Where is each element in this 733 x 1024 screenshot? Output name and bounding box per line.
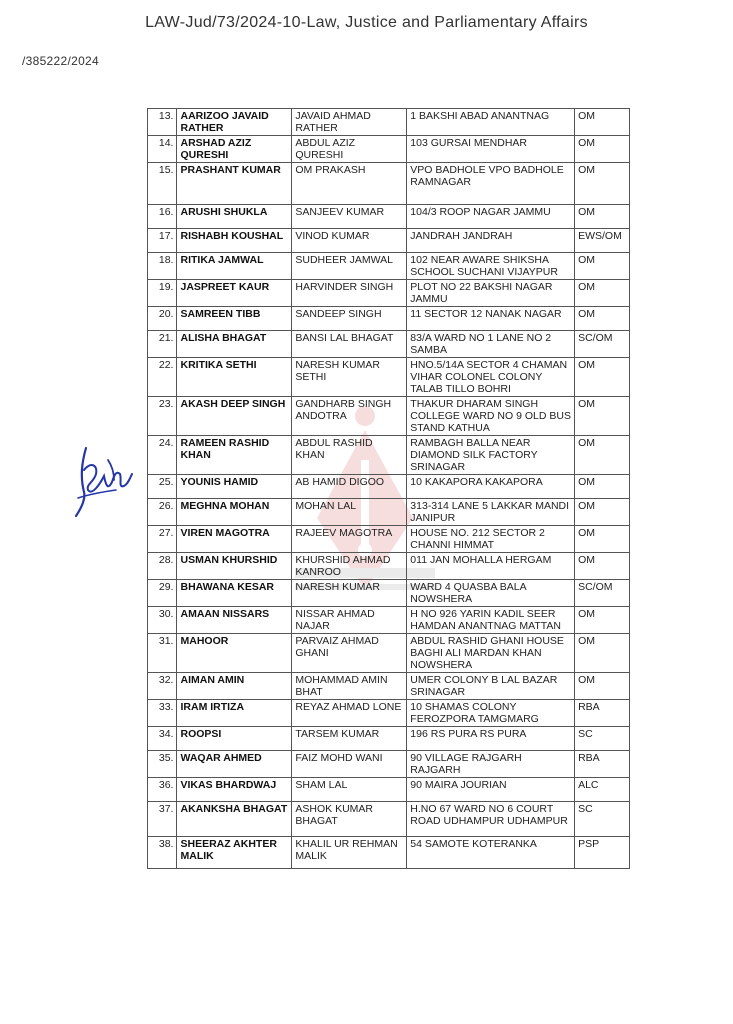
father-name-cell: REYAZ AHMAD LONE: [292, 700, 407, 727]
category-cell: ALC: [575, 778, 630, 802]
table-row: [148, 475, 630, 499]
serial-number-cell: 16.: [148, 205, 177, 229]
category-cell: OM: [575, 163, 630, 205]
serial-number-cell: 18.: [148, 253, 177, 280]
candidate-name-cell: MEGHNA MOHAN: [177, 499, 292, 526]
address-cell: 011 JAN MOHALLA HERGAM: [407, 553, 575, 580]
category-cell: OM: [575, 205, 630, 229]
candidate-name-cell: BHAWANA KESAR: [177, 580, 292, 607]
father-name-cell: ABDUL AZIZ QURESHI: [292, 136, 407, 163]
category-cell: OM: [575, 109, 630, 136]
address-cell: 90 VILLAGE RAJGARH RAJGARH: [407, 751, 575, 778]
category-cell: RBA: [575, 700, 630, 727]
table-row: [148, 280, 630, 307]
address-cell: 196 RS PURA RS PURA: [407, 727, 575, 751]
candidate-name-cell: SHEERAZ AKHTER MALIK: [177, 837, 292, 869]
table-row: [148, 607, 630, 634]
candidate-name-cell: ROOPSI: [177, 727, 292, 751]
father-name-cell: TARSEM KUMAR: [292, 727, 407, 751]
table-row: [148, 307, 630, 331]
table-row: [148, 700, 630, 727]
candidate-name-cell: RITIKA JAMWAL: [177, 253, 292, 280]
table-row: [148, 397, 630, 436]
address-cell: 104/3 ROOP NAGAR JAMMU: [407, 205, 575, 229]
serial-number-cell: 29.: [148, 580, 177, 607]
father-name-cell: NARESH KUMAR SETHI: [292, 358, 407, 397]
serial-number-cell: 35.: [148, 751, 177, 778]
category-cell: OM: [575, 136, 630, 163]
father-name-cell: SANDEEP SINGH: [292, 307, 407, 331]
address-cell: VPO BADHOLE VPO BADHOLE RAMNAGAR: [407, 163, 575, 205]
candidate-name-cell: ARUSHI SHUKLA: [177, 205, 292, 229]
address-cell: HNO.5/14A SECTOR 4 CHAMAN VIHAR COLONEL COLONY TALAB TILLO BOHRI: [407, 358, 575, 397]
serial-number-cell: 32.: [148, 673, 177, 700]
category-cell: OM: [575, 607, 630, 634]
table-row: [148, 253, 630, 280]
serial-number-cell: 23.: [148, 397, 177, 436]
candidate-name-cell: AKANKSHA BHAGAT: [177, 802, 292, 837]
serial-number-cell: 37.: [148, 802, 177, 837]
category-cell: SC/OM: [575, 580, 630, 607]
category-cell: OM: [575, 280, 630, 307]
serial-number-cell: 28.: [148, 553, 177, 580]
serial-number-cell: 20.: [148, 307, 177, 331]
serial-number-cell: 26.: [148, 499, 177, 526]
candidate-name-cell: KRITIKA SETHI: [177, 358, 292, 397]
table-row: [148, 163, 630, 205]
candidate-name-cell: WAQAR AHMED: [177, 751, 292, 778]
serial-number-cell: 25.: [148, 475, 177, 499]
candidate-name-cell: VIKAS BHARDWAJ: [177, 778, 292, 802]
serial-number-cell: 38.: [148, 837, 177, 869]
category-cell: OM: [575, 475, 630, 499]
address-cell: RAMBAGH BALLA NEAR DIAMOND SILK FACTORY SRINAGAR: [407, 436, 575, 475]
father-name-cell: ASHOK KUMAR BHAGAT: [292, 802, 407, 837]
serial-number-cell: 19.: [148, 280, 177, 307]
father-name-cell: VINOD KUMAR: [292, 229, 407, 253]
father-name-cell: PARVAIZ AHMAD GHANI: [292, 634, 407, 673]
candidate-name-cell: RISHABH KOUSHAL: [177, 229, 292, 253]
serial-number-cell: 33.: [148, 700, 177, 727]
father-name-cell: SUDHEER JAMWAL: [292, 253, 407, 280]
address-cell: 83/A WARD NO 1 LANE NO 2 SAMBA: [407, 331, 575, 358]
candidate-name-cell: AIMAN AMIN: [177, 673, 292, 700]
serial-number-cell: 15.: [148, 163, 177, 205]
father-name-cell: MOHAMMAD AMIN BHAT: [292, 673, 407, 700]
father-name-cell: NARESH KUMAR: [292, 580, 407, 607]
serial-number-cell: 31.: [148, 634, 177, 673]
address-cell: 54 SAMOTE KOTERANKA: [407, 837, 575, 869]
serial-number-cell: 27.: [148, 526, 177, 553]
table-row: [148, 580, 630, 607]
father-name-cell: AB HAMID DIGOO: [292, 475, 407, 499]
address-cell: PLOT NO 22 BAKSHI NAGAR JAMMU: [407, 280, 575, 307]
address-cell: 90 MAIRA JOURIAN: [407, 778, 575, 802]
signature-icon: [72, 440, 136, 520]
address-cell: 313-314 LANE 5 LAKKAR MANDI JANIPUR: [407, 499, 575, 526]
serial-number-cell: 17.: [148, 229, 177, 253]
address-cell: UMER COLONY B LAL BAZAR SRINAGAR: [407, 673, 575, 700]
father-name-cell: RAJEEV MAGOTRA: [292, 526, 407, 553]
category-cell: OM: [575, 397, 630, 436]
category-cell: OM: [575, 553, 630, 580]
candidate-name-cell: JASPREET KAUR: [177, 280, 292, 307]
address-cell: 11 SECTOR 12 NANAK NAGAR: [407, 307, 575, 331]
father-name-cell: NISSAR AHMAD NAJAR: [292, 607, 407, 634]
table-row: [148, 499, 630, 526]
table-row: [148, 436, 630, 475]
reference-number: /385222/2024: [22, 54, 100, 68]
table-row: [148, 778, 630, 802]
document-header: LAW-Jud/73/2024-10-Law, Justice and Parliamentary Affairs: [145, 14, 588, 31]
table-row: [148, 136, 630, 163]
address-cell: WARD 4 QUASBA BALA NOWSHERA: [407, 580, 575, 607]
table-row: [148, 673, 630, 700]
address-cell: HOUSE NO. 212 SECTOR 2 CHANNI HIMMAT: [407, 526, 575, 553]
category-cell: OM: [575, 436, 630, 475]
serial-number-cell: 22.: [148, 358, 177, 397]
address-cell: 103 GURSAI MENDHAR: [407, 136, 575, 163]
serial-number-cell: 34.: [148, 727, 177, 751]
candidate-name-cell: RAMEEN RASHID KHAN: [177, 436, 292, 475]
category-cell: OM: [575, 358, 630, 397]
candidate-list-table: [147, 108, 630, 869]
category-cell: PSP: [575, 837, 630, 869]
table-row: [148, 109, 630, 136]
candidate-name-cell: YOUNIS HAMID: [177, 475, 292, 499]
candidate-name-cell: AMAAN NISSARS: [177, 607, 292, 634]
address-cell: H.NO 67 WARD NO 6 COURT ROAD UDHAMPUR UDHAMPUR: [407, 802, 575, 837]
candidate-name-cell: IRAM IRTIZA: [177, 700, 292, 727]
category-cell: OM: [575, 307, 630, 331]
table-row: [148, 205, 630, 229]
category-cell: OM: [575, 499, 630, 526]
table-row: [148, 837, 630, 869]
candidate-name-cell: VIREN MAGOTRA: [177, 526, 292, 553]
address-cell: 10 SHAMAS COLONY FEROZPORA TAMGMARG: [407, 700, 575, 727]
father-name-cell: MOHAN LAL: [292, 499, 407, 526]
candidate-name-cell: SAMREEN TIBB: [177, 307, 292, 331]
father-name-cell: SANJEEV KUMAR: [292, 205, 407, 229]
serial-number-cell: 14.: [148, 136, 177, 163]
father-name-cell: HARVINDER SINGH: [292, 280, 407, 307]
father-name-cell: SHAM LAL: [292, 778, 407, 802]
address-cell: H NO 926 YARIN KADIL SEER HAMDAN ANANTNAG MATTAN: [407, 607, 575, 634]
table-row: [148, 802, 630, 837]
category-cell: SC/OM: [575, 331, 630, 358]
category-cell: RBA: [575, 751, 630, 778]
father-name-cell: KHALIL UR REHMAN MALIK: [292, 837, 407, 869]
candidate-name-cell: PRASHANT KUMAR: [177, 163, 292, 205]
serial-number-cell: 13.: [148, 109, 177, 136]
serial-number-cell: 21.: [148, 331, 177, 358]
father-name-cell: ABDUL RASHID KHAN: [292, 436, 407, 475]
category-cell: OM: [575, 526, 630, 553]
table-row: [148, 727, 630, 751]
father-name-cell: OM PRAKASH: [292, 163, 407, 205]
address-cell: 1 BAKSHI ABAD ANANTNAG: [407, 109, 575, 136]
father-name-cell: BANSI LAL BHAGAT: [292, 331, 407, 358]
category-cell: SC: [575, 802, 630, 837]
father-name-cell: FAIZ MOHD WANI: [292, 751, 407, 778]
category-cell: OM: [575, 634, 630, 673]
table-row: [148, 331, 630, 358]
address-cell: ABDUL RASHID GHANI HOUSE BAGHI ALI MARDAN KHAN NOWSHERA: [407, 634, 575, 673]
serial-number-cell: 36.: [148, 778, 177, 802]
candidate-name-cell: USMAN KHURSHID: [177, 553, 292, 580]
table-row: [148, 751, 630, 778]
table-row: [148, 358, 630, 397]
category-cell: EWS/OM: [575, 229, 630, 253]
father-name-cell: GANDHARB SINGH ANDOTRA: [292, 397, 407, 436]
candidate-name-cell: AARIZOO JAVAID RATHER: [177, 109, 292, 136]
table-row: [148, 229, 630, 253]
address-cell: JANDRAH JANDRAH: [407, 229, 575, 253]
address-cell: THAKUR DHARAM SINGH COLLEGE WARD NO 9 OLD BUS STAND KATHUA: [407, 397, 575, 436]
address-cell: 102 NEAR AWARE SHIKSHA SCHOOL SUCHANI VIJAYPUR: [407, 253, 575, 280]
table-row: [148, 634, 630, 673]
table-row: [148, 553, 630, 580]
candidate-name-cell: AKASH DEEP SINGH: [177, 397, 292, 436]
category-cell: OM: [575, 253, 630, 280]
serial-number-cell: 24.: [148, 436, 177, 475]
table-row: [148, 526, 630, 553]
father-name-cell: JAVAID AHMAD RATHER: [292, 109, 407, 136]
candidate-name-cell: ALISHA BHAGAT: [177, 331, 292, 358]
candidate-name-cell: MAHOOR: [177, 634, 292, 673]
category-cell: SC: [575, 727, 630, 751]
category-cell: OM: [575, 673, 630, 700]
candidate-rows: [148, 109, 630, 869]
address-cell: 10 KAKAPORA KAKAPORA: [407, 475, 575, 499]
serial-number-cell: 30.: [148, 607, 177, 634]
father-name-cell: KHURSHID AHMAD KANROO: [292, 553, 407, 580]
candidate-name-cell: ARSHAD AZIZ QURESHI: [177, 136, 292, 163]
